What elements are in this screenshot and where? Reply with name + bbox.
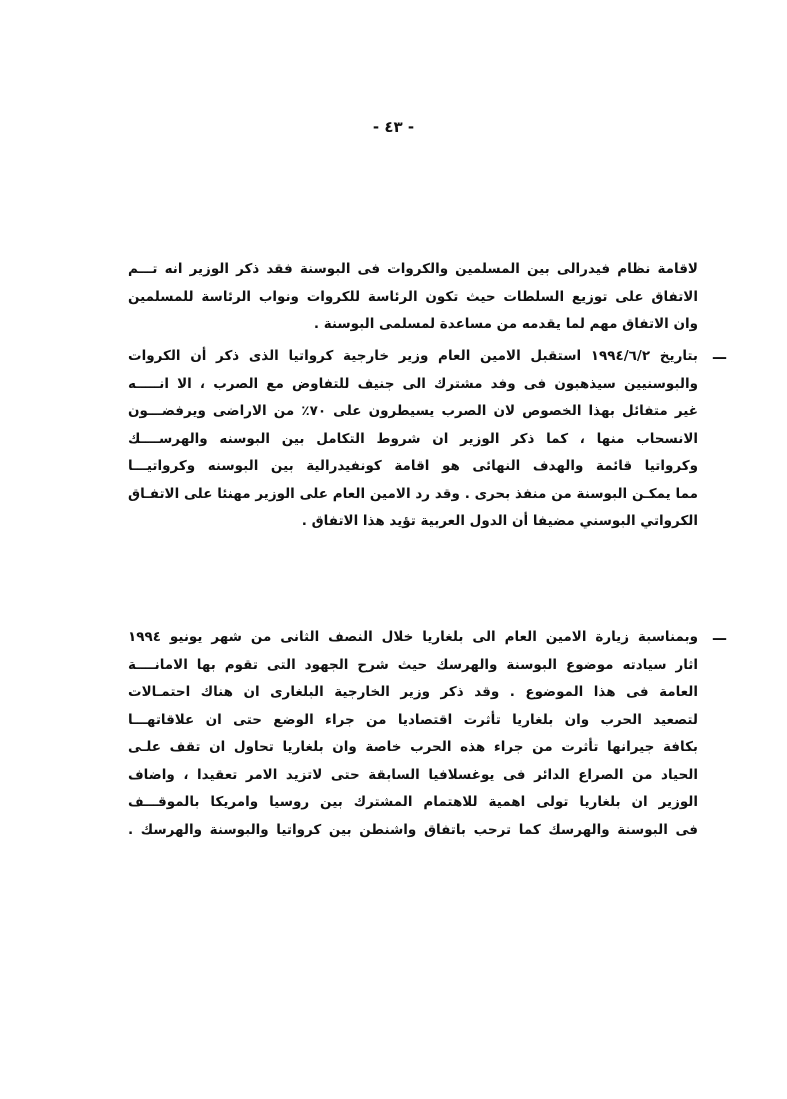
text-line: اثار سيادته موضوع البوسنة والهرسك حيث شرح الجهود التى تقوم بها الامانــــة — [128, 656, 698, 673]
text-line: وبمناسبة زيارة الامين العام الى بلغاريا خلال النصف الثانى من شهر يونيو ١٩٩٤ — [128, 629, 698, 645]
text-line: الوزير ان بلغاريا تولى اهمية للاهتمام المشترك بين روسيا وامريكا بالموقـــف — [128, 794, 698, 810]
text-line: لتصعيد الحرب وان بلغاريا تأثرت اقتصاديا من جراء الوضع حتى ان علاقاتهـــا — [128, 711, 698, 728]
text-line: الاتفاق على توزيع السلطات حيث تكون الرئاسة للكروات ونواب الرئاسة للمسلمين — [128, 288, 698, 305]
text-line: وان الاتفاق مهم لما يقدمه من مساعدة لمسلمى البوسنة . — [313, 316, 698, 332]
text-line: والبوسنيين سيذهبون فى وفد مشترك الى جنيف للتفاوض مع الصرب ، الا انـــــه — [128, 375, 698, 392]
text-line: مما يمكـن البوسنة من منفذ بحرى . وقد رد الامين العام على الوزير مهنئا على الاتفـاق — [128, 485, 698, 502]
paragraph-2 — [128, 343, 698, 536]
bullet-dash: — — [712, 348, 727, 366]
text-line: وكرواتيا قائمة والهدف النهائى هو اقامة كونفيدرالية بين البوسنه وكرواتيـــا — [128, 458, 698, 474]
bullet-dash: — — [712, 629, 727, 647]
page-number: - ٤٣ - — [372, 118, 415, 136]
text-line: الانسحاب منها ، كما ذكر الوزير ان شروط التكامل بين البوسنه والهرســــك — [128, 430, 698, 447]
text-line: العامة فى هذا الموضوع . وقد ذكر وزير الخارجية البلغارى ان هناك احتمـالات — [128, 684, 698, 700]
paragraph-3 — [128, 624, 698, 844]
text-line: الحياد من الصراع الدائر فى يوغسلافيا السابقة حتى لاتزيد الامر تعقيدا ، واضاف — [128, 766, 698, 783]
text-line: بتاريخ ١٩٩٤/٦/٢ استقبل الامين العام وزير خارجية كرواتيا الذى ذكر أن الكروات — [128, 348, 698, 364]
text-line: غير متفائل بهذا الخصوص لان الصرب يسيطرون على ٧٠٪ من الاراضى ويرفضـــون — [128, 403, 698, 419]
text-line: لاقامة نظام فيدرالى بين المسلمين والكروات فى البوسنة فقد ذكر الوزير انه تـــم — [128, 261, 698, 277]
text-line: بكافة جيرانها تأثرت من جراء هذه الحرب خاصة وان بلغاريا تحاول ان تقف علـى — [128, 739, 698, 755]
paragraph-1 — [128, 256, 698, 339]
text-line: فى البوسنة والهرسك كما ترحب باتفاق واشنطن بين كرواتيا والبوسنة والهرسك . — [128, 821, 698, 838]
text-line: الكرواتي البوسني مضيفا أن الدول العربية تؤيد هذا الاتفاق . — [301, 513, 698, 529]
